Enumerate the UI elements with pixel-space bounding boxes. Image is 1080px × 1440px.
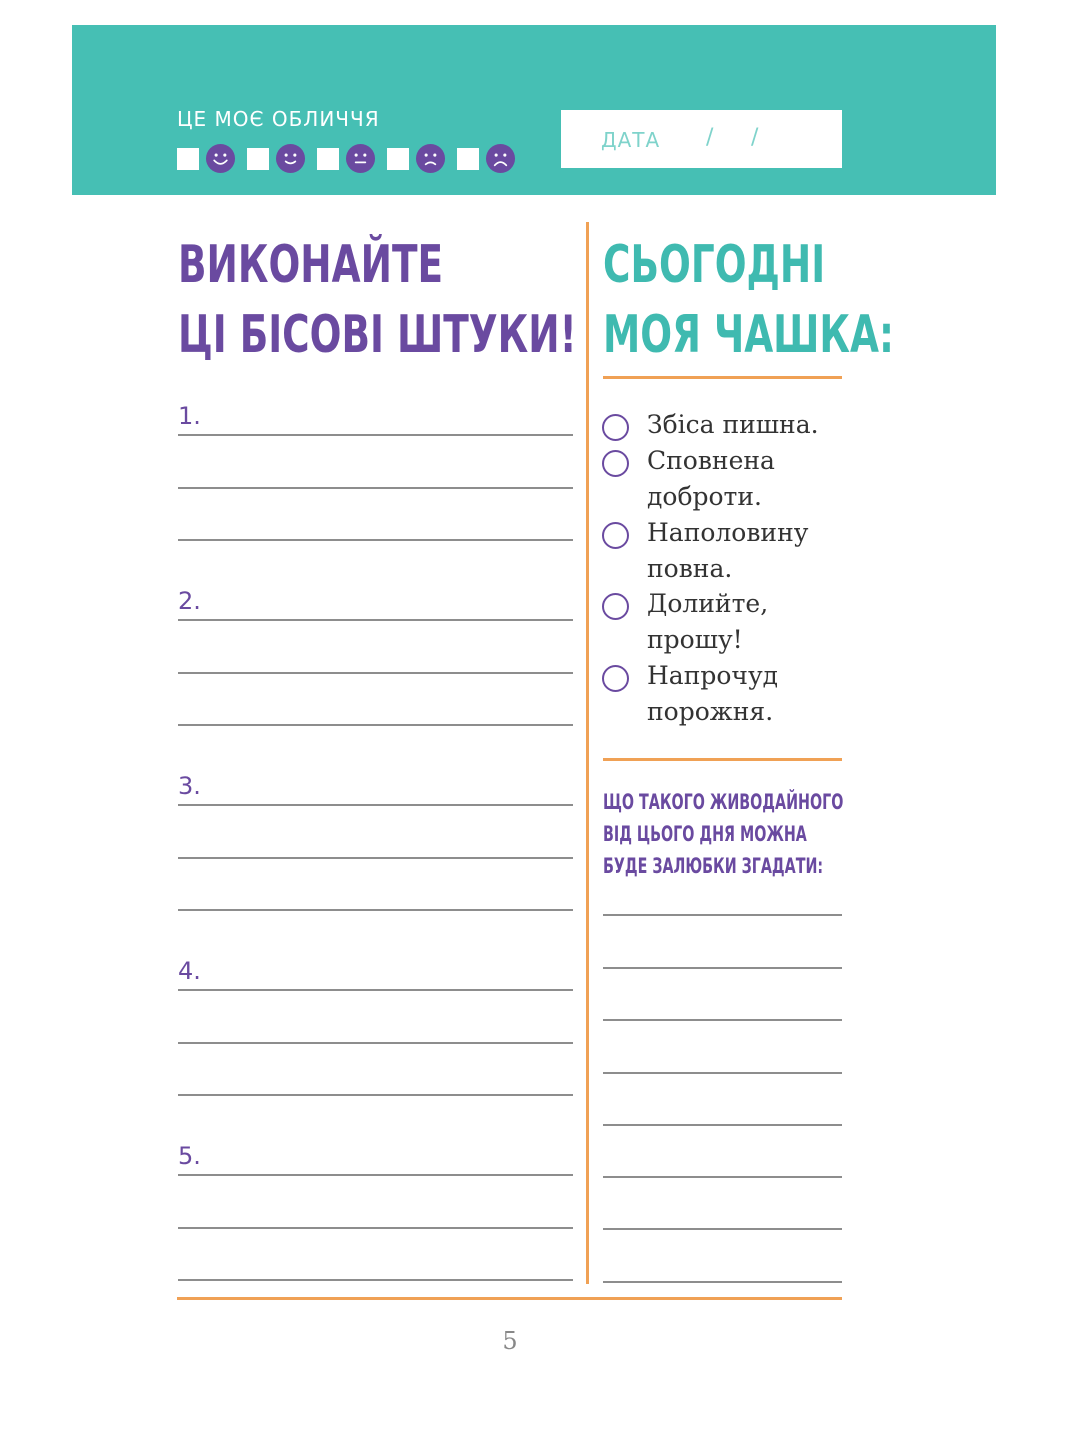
task-write-line[interactable] xyxy=(178,1042,573,1044)
task-number: 3. xyxy=(178,772,201,800)
memory-question xyxy=(603,786,843,882)
face-label: ЦЕ МОЄ ОБЛИЧЧЯ xyxy=(177,107,380,131)
task-number: 4. xyxy=(178,957,201,985)
radio-circle-icon[interactable] xyxy=(602,665,629,692)
date-separator: / xyxy=(751,125,759,150)
task-write-line[interactable] xyxy=(178,1094,573,1096)
tasks-heading-line-1: ВИКОНАЙТЕ xyxy=(178,235,444,295)
memory-write-line[interactable] xyxy=(603,1019,842,1021)
very-sad-face-icon xyxy=(485,143,516,174)
cup-option-label: Долийте, прошу! xyxy=(647,589,769,654)
cup-heading xyxy=(603,230,894,370)
memory-write-line[interactable] xyxy=(603,1281,842,1283)
task-write-line[interactable] xyxy=(178,1279,573,1281)
task-write-line[interactable] xyxy=(178,857,573,859)
cup-heading-rule xyxy=(603,376,842,379)
task-write-line[interactable] xyxy=(178,909,573,911)
radio-circle-icon[interactable] xyxy=(602,450,629,477)
memory-write-line[interactable] xyxy=(603,1228,842,1230)
task-write-line[interactable] xyxy=(178,487,573,489)
memory-write-line[interactable] xyxy=(603,1176,842,1178)
neutral-face-icon xyxy=(345,143,376,174)
task-number: 1. xyxy=(178,402,201,430)
memory-question-line-3: БУДЕ ЗАЛЮБКИ ЗГАДАТИ: xyxy=(603,854,824,878)
radio-circle-icon[interactable] xyxy=(602,522,629,549)
face-checkbox-5[interactable] xyxy=(457,148,479,170)
smile-face-icon xyxy=(275,143,306,174)
cup-option-label: Наполовину повна. xyxy=(647,518,809,583)
sad-face-icon xyxy=(415,143,446,174)
task-write-line[interactable] xyxy=(178,989,573,991)
task-write-line[interactable] xyxy=(178,539,573,541)
face-checkbox-4[interactable] xyxy=(387,148,409,170)
task-write-line[interactable] xyxy=(178,804,573,806)
radio-circle-icon[interactable] xyxy=(602,414,629,441)
task-write-line[interactable] xyxy=(178,1174,573,1176)
task-write-line[interactable] xyxy=(178,1227,573,1229)
memory-question-line-1: ЩО ТАКОГО ЖИВОДАЙНОГО xyxy=(603,790,844,814)
memory-write-line[interactable] xyxy=(603,914,842,916)
cup-option-label: Сповнена доброти. xyxy=(647,446,775,511)
date-label: ДАТА xyxy=(601,128,661,152)
task-write-line[interactable] xyxy=(178,672,573,674)
memory-write-line[interactable] xyxy=(603,1072,842,1074)
tasks-heading-line-2: ЦІ БІСОВІ ШТУКИ! xyxy=(178,305,577,365)
happy-face-icon xyxy=(205,143,236,174)
options-rule xyxy=(603,758,842,761)
face-checkbox-2[interactable] xyxy=(247,148,269,170)
task-write-line[interactable] xyxy=(178,434,573,436)
column-divider xyxy=(586,222,589,1284)
cup-option-label: Збіса пишна. xyxy=(647,410,819,439)
cup-heading-line-1: СЬОГОДНІ xyxy=(603,235,826,295)
face-selector xyxy=(177,143,527,174)
face-checkbox-1[interactable] xyxy=(177,148,199,170)
memory-write-line[interactable] xyxy=(603,1124,842,1126)
radio-circle-icon[interactable] xyxy=(602,593,629,620)
date-field[interactable] xyxy=(561,110,842,168)
task-number: 2. xyxy=(178,587,201,615)
page-number: 5 xyxy=(502,1327,518,1355)
date-separator: / xyxy=(706,125,714,150)
header-banner xyxy=(72,25,996,195)
memory-question-line-2: ВІД ЦЬОГО ДНЯ МОЖНА xyxy=(603,822,807,846)
tasks-heading xyxy=(178,230,577,370)
cup-heading-line-2: МОЯ ЧАШКА: xyxy=(603,305,894,365)
cup-option-label: Напрочуд порожня. xyxy=(647,661,779,726)
task-number: 5. xyxy=(178,1142,201,1170)
face-checkbox-3[interactable] xyxy=(317,148,339,170)
memory-write-line[interactable] xyxy=(603,967,842,969)
task-write-line[interactable] xyxy=(178,619,573,621)
task-write-line[interactable] xyxy=(178,724,573,726)
bottom-rule xyxy=(177,1297,842,1300)
